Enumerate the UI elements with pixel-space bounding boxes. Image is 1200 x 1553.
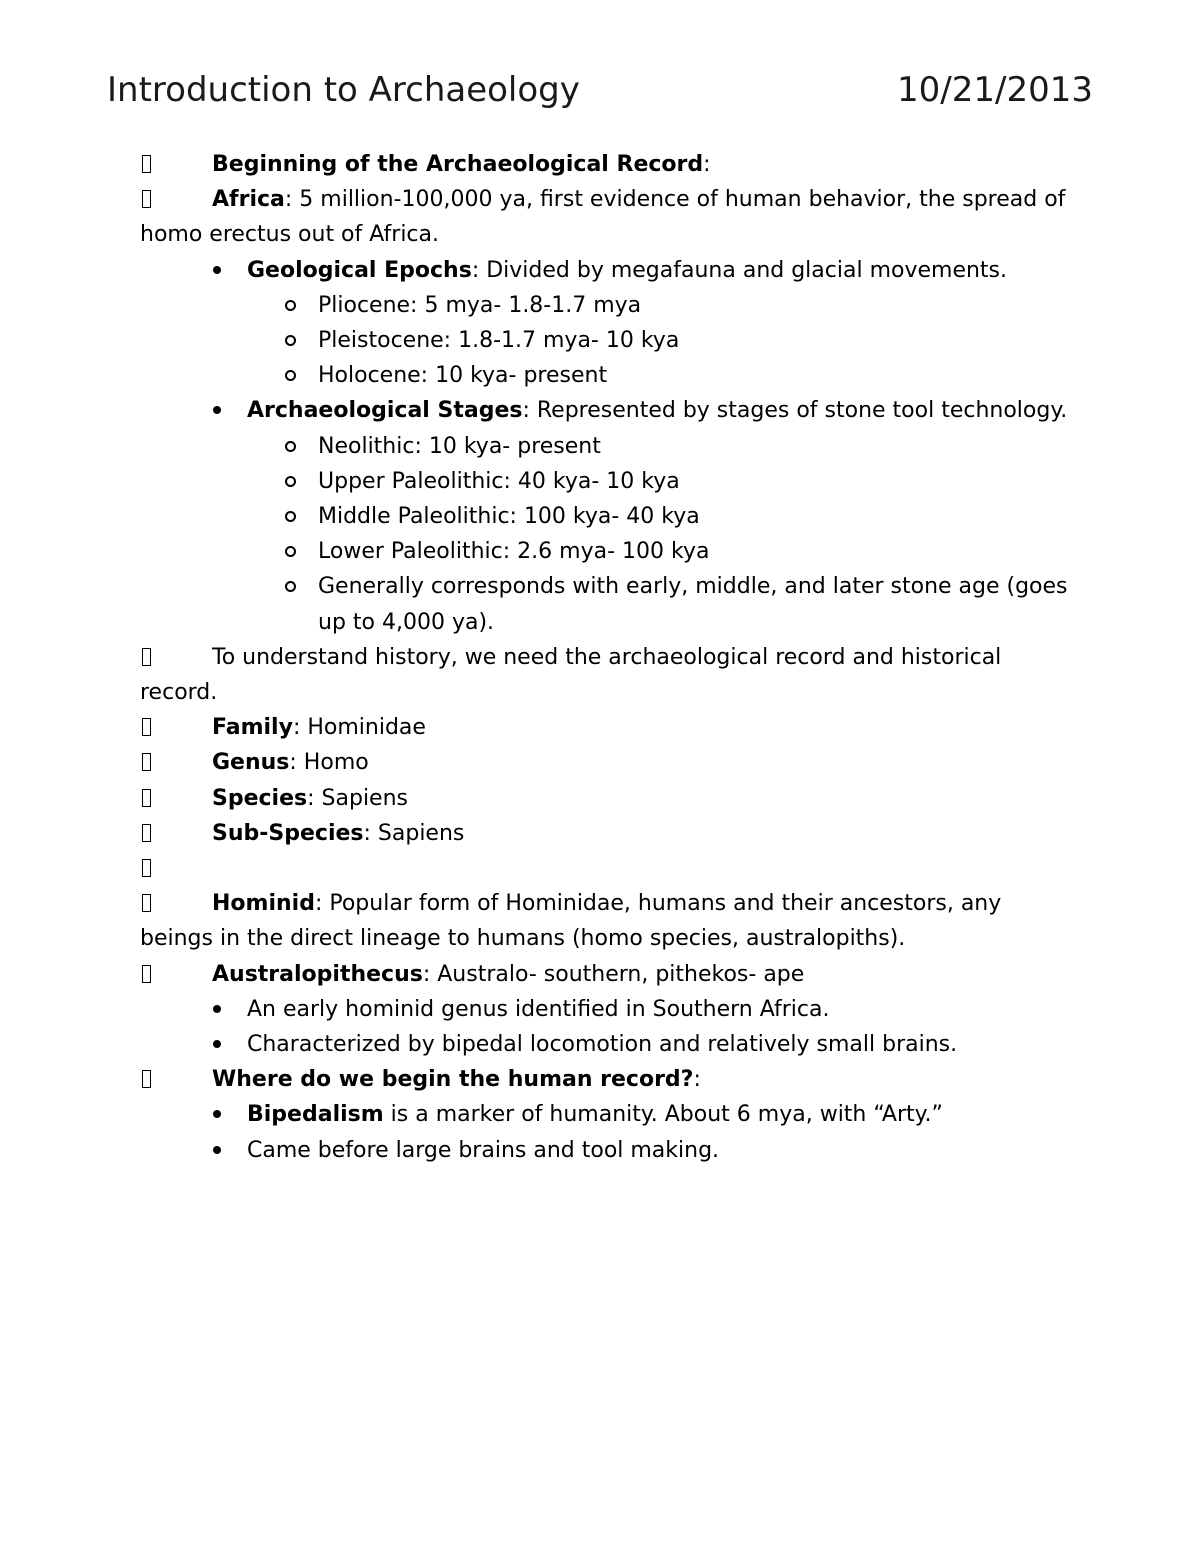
document-title: Introduction to Archaeology	[107, 70, 580, 110]
circle-bullet-icon	[285, 546, 296, 557]
missing-glyph-icon	[142, 155, 151, 173]
list-item	[140, 1027, 1070, 1062]
list-item	[140, 886, 1070, 956]
term: Sub-Species	[212, 820, 364, 846]
item-text: Neolithic: 10 kya- present	[318, 433, 601, 459]
item-text: Holocene: 10 kya- present	[318, 363, 608, 389]
bullet-icon	[213, 266, 221, 274]
description: : Australo- southern, pithekos- ape	[422, 961, 805, 987]
list-item	[140, 569, 1070, 639]
list-item	[140, 429, 1070, 464]
item-text: Came before large brains and tool making.	[247, 1137, 720, 1163]
description: : Popular form of Hominidae, humans and their ancestors, any beings in the direct lineage to humans (homo species, australopiths).	[140, 891, 1002, 952]
missing-glyph-icon	[142, 190, 151, 208]
term: Where do we begin the human record?	[212, 1067, 694, 1093]
item-text: Upper Paleolithic: 40 kya- 10 kya	[318, 468, 680, 494]
missing-glyph-icon	[142, 718, 151, 736]
list-item	[140, 534, 1070, 569]
list-item	[140, 710, 1070, 745]
circle-bullet-icon	[285, 335, 296, 346]
item-text: Characterized by bipedal locomotion and relatively small brains.	[247, 1032, 958, 1058]
list-item	[140, 640, 1070, 710]
item-text: Pliocene: 5 mya- 1.8-1.7 mya	[318, 292, 642, 318]
list-item	[140, 288, 1070, 323]
bullet-icon	[213, 406, 221, 414]
circle-bullet-icon	[285, 581, 296, 592]
description: : Homo	[289, 750, 369, 776]
item-text: An early hominid genus identified in Southern Africa.	[247, 996, 830, 1022]
item-text	[140, 851, 1070, 886]
circle-bullet-icon	[285, 300, 296, 311]
term: Family	[212, 715, 293, 741]
description: : 5 million-100,000 ya, first evidence of human behavior, the spread of homo erectus out of Africa.	[140, 187, 1066, 248]
term: Africa	[212, 187, 285, 213]
list-item	[140, 393, 1070, 428]
list-item	[140, 464, 1070, 499]
description: : Hominidae	[292, 715, 426, 741]
bullet-icon	[213, 1005, 221, 1013]
list-item	[140, 745, 1070, 780]
item-text: Middle Paleolithic: 100 kya- 40 kya	[318, 504, 700, 530]
list-item	[140, 182, 1070, 252]
term: Australopithecus	[212, 961, 423, 987]
list-item	[140, 851, 1070, 886]
term: Bipedalism	[247, 1102, 384, 1128]
circle-bullet-icon	[285, 370, 296, 381]
bullet-icon	[213, 1040, 221, 1048]
item-text: To understand history, we need the archaeological record and historical record.	[140, 644, 1002, 706]
term: Geological Epochs	[247, 257, 472, 283]
notes-body	[140, 147, 1070, 1168]
list-item	[140, 147, 1070, 182]
list-item	[140, 323, 1070, 358]
description: :	[693, 1067, 701, 1093]
document-date: 10/21/2013	[897, 70, 1093, 110]
list-item	[140, 253, 1070, 288]
description: is a marker of humanity. About 6 mya, with “Arty.”	[383, 1102, 943, 1128]
description: : Sapiens	[363, 820, 465, 846]
missing-glyph-icon	[142, 1070, 151, 1088]
term: Hominid	[212, 891, 315, 917]
list-item	[140, 499, 1070, 534]
missing-glyph-icon	[142, 859, 151, 877]
item-text: Pleistocene: 1.8-1.7 mya- 10 kya	[318, 328, 680, 354]
list-item	[140, 358, 1070, 393]
list-item	[140, 1133, 1070, 1168]
missing-glyph-icon	[142, 648, 151, 666]
bullet-icon	[213, 1110, 221, 1118]
list-item	[140, 992, 1070, 1027]
description: : Sapiens	[307, 785, 408, 811]
missing-glyph-icon	[142, 789, 151, 807]
circle-bullet-icon	[285, 511, 296, 522]
missing-glyph-icon	[142, 824, 151, 842]
list-item	[140, 781, 1070, 816]
item-text: Generally corresponds with early, middle, and later stone age (goes up to 4,000 ya).	[318, 574, 1068, 635]
list-item	[140, 816, 1070, 851]
term: Archaeological Stages	[247, 398, 523, 424]
term: Beginning of the Archaeological Record	[212, 152, 704, 177]
description: : Represented by stages of stone tool technology.	[522, 398, 1068, 424]
item-text: Lower Paleolithic: 2.6 mya- 100 kya	[318, 539, 710, 565]
circle-bullet-icon	[285, 476, 296, 487]
description: : Divided by megafauna and glacial movements.	[471, 257, 1008, 283]
page-header	[107, 70, 1093, 120]
list-item	[140, 957, 1070, 992]
list-item	[140, 1097, 1070, 1132]
circle-bullet-icon	[285, 441, 296, 452]
bullet-icon	[213, 1146, 221, 1154]
description: :	[703, 152, 711, 177]
term: Genus	[212, 750, 290, 776]
term: Species	[212, 785, 308, 811]
missing-glyph-icon	[142, 965, 151, 983]
missing-glyph-icon	[142, 753, 151, 771]
list-item	[140, 1062, 1070, 1097]
missing-glyph-icon	[142, 894, 151, 912]
